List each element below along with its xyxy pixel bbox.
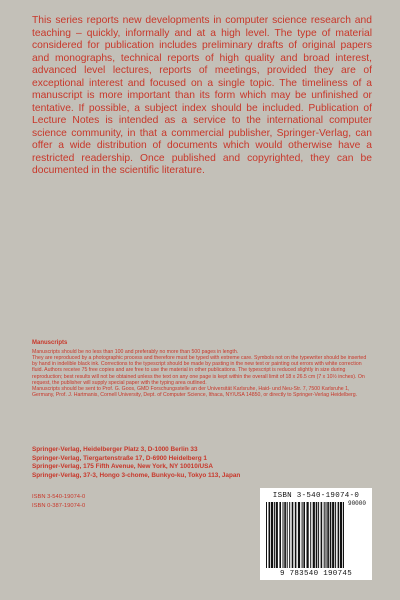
barcode-bar — [283, 502, 284, 568]
barcode-bar — [326, 502, 327, 568]
address-line: Springer-Verlag, 175 Fifth Avenue, New York, NY 10010/USA — [32, 463, 214, 471]
barcode-isbn-label: ISBN 3-540-19074-0 — [272, 492, 360, 500]
barcode-bar — [287, 502, 288, 568]
series-description: This series reports new developments in computer science research and teaching – quickly, informally and at a high level. The type of material considered for publication includes preliminary drafts of original papers and monographs, technical reports of high quality and broad interest, advanced level lectures, reports of meetings, provided they are of exceptional interest and focused on a single topic. The timeliness of a manuscript is more important than its form which may be unfinished or tentative. If possible, a subject index should be included. Publication of Lecture Notes is intended as a service to the international computer science community, in that a commercial publisher, Springer-Verlag, can offer a wide distribution of documents which would otherwise have a restricted readership. Once published and copyrighted, they can be documented in the scientific literature. — [32, 15, 372, 176]
manuscripts-paragraph: They are reproduced by a photographic process and therefore must be typed with extreme care. Symbols not on the typewriter should be inserted by hand in indelible black ink. Corrections to the typescript should be made by pasting in the new text or painting out errors with white correction fluid. Authors receive 75 free copies and are free to use the material in other publications. The typescript is reduced slightly in size during reproduction; best results will not be obtained unless the text on any one page is kept within the overall limit of 18 x 26.5 cm (7 x 10½ inches). On request, the publisher will supply special paper with the typing area outlined. — [32, 355, 367, 386]
manuscripts-instructions — [32, 349, 370, 398]
barcode-bar — [269, 502, 271, 568]
barcode-bar — [274, 502, 275, 568]
barcode-bar — [338, 502, 340, 568]
barcode-bar — [343, 502, 344, 568]
barcode-bar — [327, 502, 329, 568]
manuscripts-heading: Manuscripts — [32, 340, 68, 346]
address-line: Springer-Verlag, 37-3, Hongo 3-chome, Bunkyo-ku, Tokyo 113, Japan — [32, 471, 241, 479]
barcode-bar — [295, 502, 297, 568]
barcode-bar — [303, 502, 305, 568]
barcode-bars — [266, 502, 366, 568]
barcode-bar — [307, 502, 309, 568]
barcode-bar — [292, 502, 294, 568]
barcode-bar — [279, 502, 281, 568]
address-line: Springer-Verlag, Tiergartenstraße 17, D-6900 Heidelberg 1 — [32, 454, 207, 462]
isbn-block — [32, 493, 85, 511]
barcode-bar — [313, 502, 315, 568]
barcode-bar — [321, 502, 323, 568]
barcode-bar — [289, 502, 290, 568]
address-line: Springer-Verlag, Heidelberger Platz 3, D-1000 Berlin 33 — [32, 446, 198, 453]
barcode-bar — [302, 502, 303, 568]
barcode-bar — [266, 502, 267, 568]
barcode-bar — [340, 502, 342, 568]
barcode-bar — [318, 502, 319, 568]
barcode-bar — [284, 502, 286, 568]
isbn-line: ISBN 0-387-19074-0 — [32, 503, 86, 510]
manuscripts-paragraph: Manuscripts should be no less than 100 and preferably no more than 500 pages in length. — [32, 349, 239, 355]
barcode-bar — [276, 502, 278, 568]
barcode-bar — [271, 502, 273, 568]
barcode-bar — [316, 502, 318, 568]
barcode-number: 9 783540 190745 — [279, 570, 352, 578]
barcode-bar — [298, 502, 300, 568]
barcode-bar — [310, 502, 311, 568]
publisher-addresses — [32, 446, 392, 480]
barcode-bar — [335, 502, 336, 568]
isbn-line: ISBN 3-540-19074-0 — [32, 494, 86, 500]
manuscripts-paragraph: Manuscripts should be sent to Prof. G. Goos, GMD Forschungsstelle an der Universität Karlsruhe, Haid- und Neu-Str. 7, 7500 Karlsruhe 1, Germany, Prof. J. Hartmanis, Cornell University, Dept. of Computer Science, Ithaca, NY/USA 14850, or directly to Springer-Verlag Heidelberg. — [32, 385, 358, 399]
barcode-addon-digits: 90000 — [345, 500, 369, 507]
barcode-bar — [330, 502, 332, 568]
barcode-bar — [332, 502, 334, 568]
barcode — [260, 488, 372, 580]
barcode-bar — [324, 502, 325, 568]
